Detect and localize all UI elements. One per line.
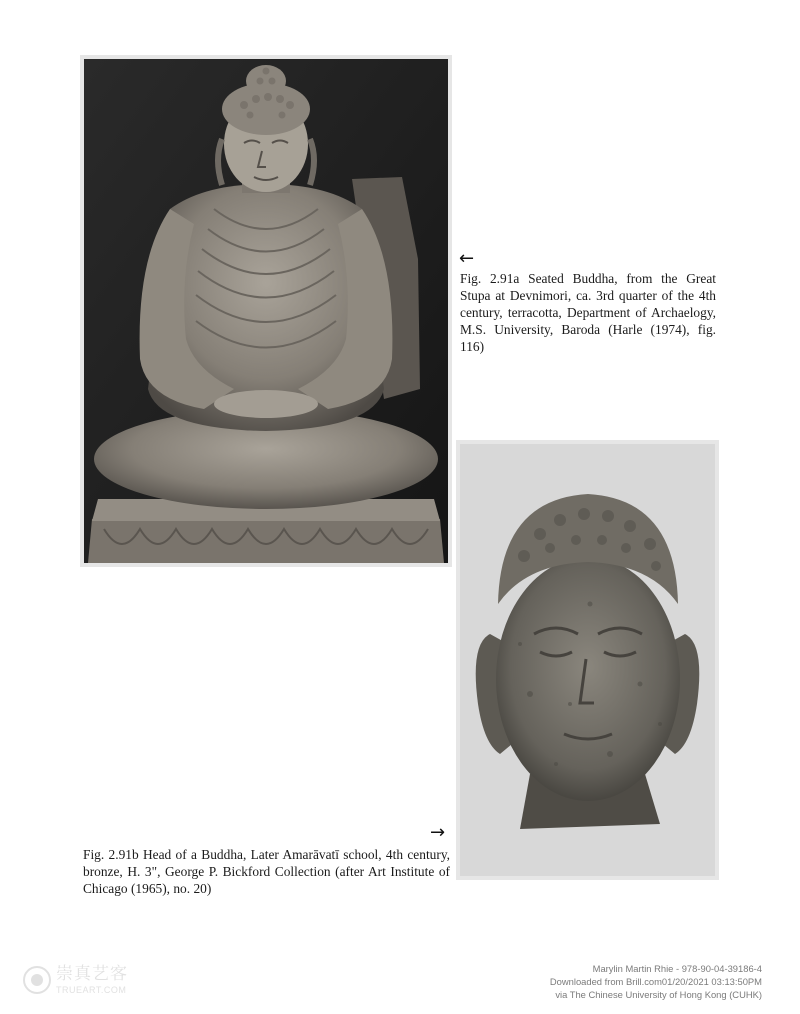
watermark-text: 崇真艺客 <box>56 964 128 984</box>
arrow-left-icon: ← <box>459 248 475 269</box>
figure-caption-2-91b: Fig. 2.91b Head of a Buddha, Later Amarāvatī school, 4th century, bronze, H. 3", George P. Bickford Collection (after Art Institute of Chicago (1965), no. 20) <box>83 847 450 896</box>
watermark-logo-icon <box>22 965 52 995</box>
watermark <box>22 963 152 1003</box>
buddha-head-photo <box>456 440 719 880</box>
download-footer <box>442 962 762 1001</box>
figure-caption-2-91a: Fig. 2.91a Seated Buddha, from the Great Stupa at Devnimori, ca. 3rd quarter of the 4th century, terracotta, Department of Archaelogy, M.S. University, Baroda (Harle (1974), fig. 116) <box>460 271 716 354</box>
buddha-head-image <box>460 444 715 876</box>
seated-buddha-image <box>84 59 448 563</box>
arrow-right-icon: → <box>430 822 446 843</box>
watermark-subtext: TRUEART.COM <box>56 985 127 995</box>
footer-author-isbn: Marylin Martin Rhie - 978-90-04-39186-4 <box>592 963 762 974</box>
footer-download-date: Downloaded from Brill.com01/20/2021 03:13:50PM <box>549 976 762 987</box>
footer-institution: via The Chinese University of Hong Kong (CUHK) <box>555 989 762 1000</box>
seated-buddha-photo <box>80 55 452 567</box>
